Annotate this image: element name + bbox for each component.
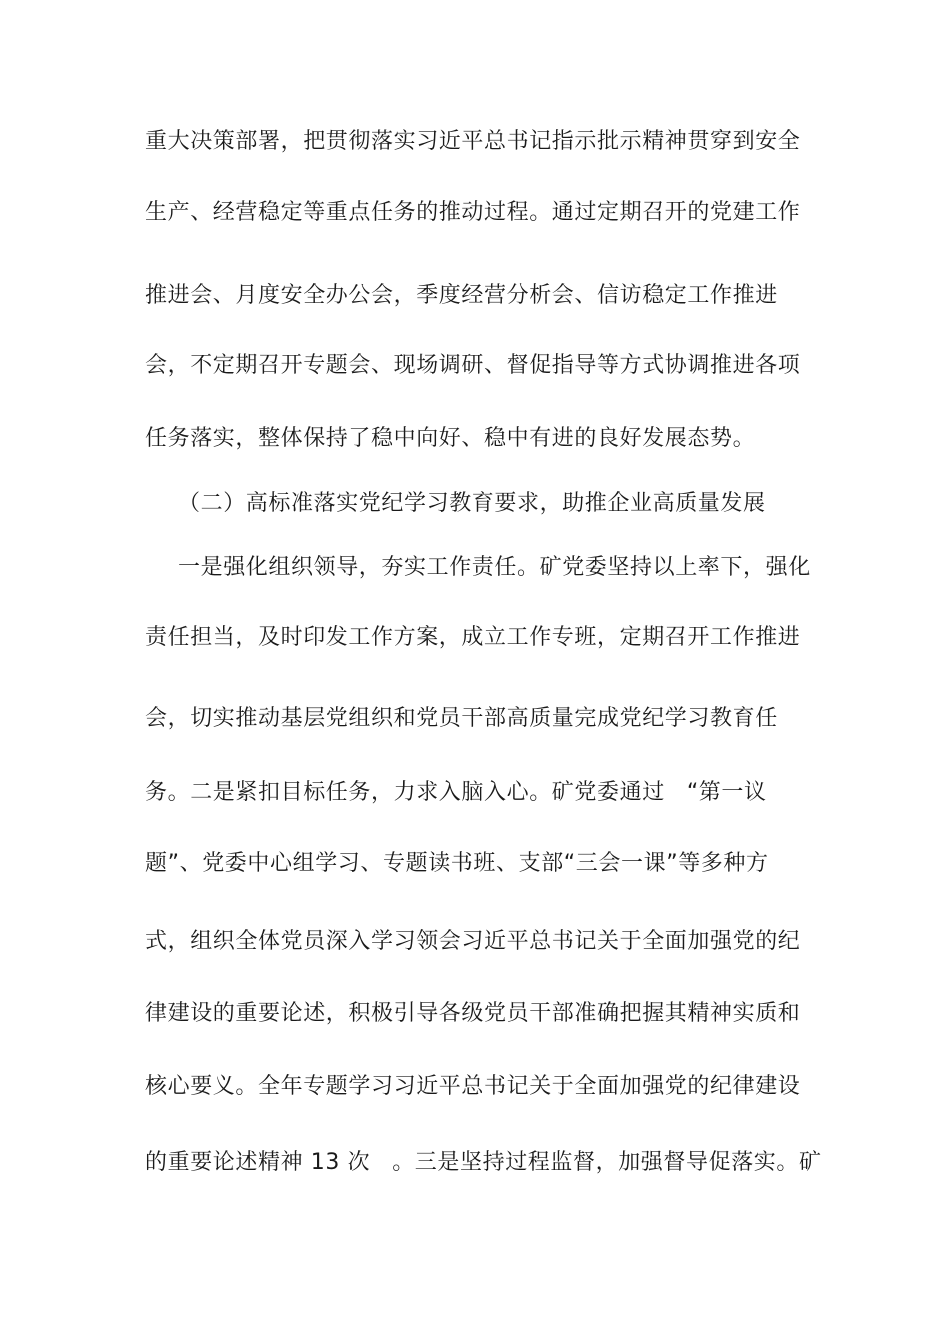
body-text-line (145, 1148, 822, 1178)
body-text-line: 式，组织全体党员深入学习领会习近平总书记关于全面加强党的纪 (145, 929, 801, 954)
body-text-line: 律建设的重要论述，积极引导各级党员干部准确把握其精神实质和 (145, 1001, 801, 1026)
text-segment: 务。二是紧扣目标任务，力求入脑入心。矿党委通过 (145, 780, 665, 805)
body-text-line: 责任担当，及时印发工作方案，成立工作专班，定期召开工作推进 (145, 625, 801, 650)
text-segment: 。三是坚持过程监督，加强督导促落实。矿 (392, 1150, 822, 1175)
body-text-line: 任务落实，整体保持了稳中向好、稳中有进的良好发展态势。 (145, 426, 756, 451)
body-text-line: 重大决策部署，把贯彻落实习近平总书记指示批示精神贯穿到安全 (145, 129, 801, 154)
body-text-line: 会，切实推动基层党组织和党员干部高质量完成党纪学习教育任 (145, 706, 778, 731)
text-segment: 的重要论述精神 13 次 (145, 1150, 371, 1175)
text-segment: “第一议 (686, 780, 767, 805)
body-text-line: 一是强化组织领导，夯实工作责任。矿党委坚持以上率下，强化 (178, 555, 811, 580)
body-text-line: 题”、党委中心组学习、专题读书班、支部“三会一课”等多种方 (145, 851, 769, 876)
body-text-line (145, 778, 815, 808)
body-text-line: 推进会、月度安全办公会，季度经营分析会、信访稳定工作推进 (145, 283, 778, 308)
section-heading: （二）高标准落实党纪学习教育要求，助推企业高质量发展 (178, 491, 766, 516)
body-text-line: 核心要义。全年专题学习习近平总书记关于全面加强党的纪律建设 (145, 1074, 801, 1099)
body-text-line: 会，不定期召开专题会、现场调研、督促指导等方式协调推进各项 (145, 353, 801, 378)
body-text-line: 生产、经营稳定等重点任务的推动过程。通过定期召开的党建工作 (145, 200, 801, 225)
